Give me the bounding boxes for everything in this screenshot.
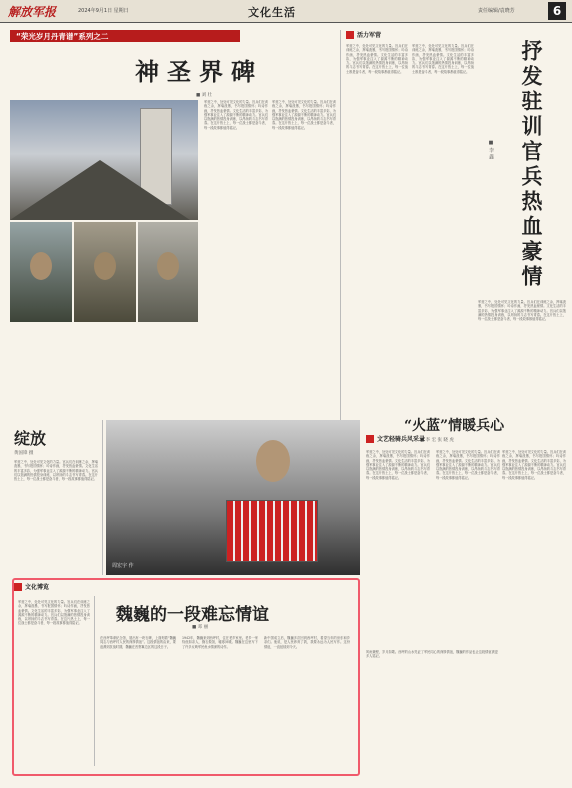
newspaper-logo: 解放军报 bbox=[8, 5, 57, 19]
painting-title: 神圣界碑 bbox=[135, 57, 263, 86]
painting-author: ■ 刘 壮 bbox=[196, 93, 213, 98]
featured-article-left-text: 军营之中，处处可见文化的力量。官兵们在训练之余，挥毫泼墨，书写报国情怀；吟诗作画，抒发热血豪情。文化生活的丰富多彩，为强军事业注入了源源不断的精神动力。官兵们以饱满的热情投身训练，以昂扬的斗志书写青春。在这片热土上，每一位战士都是奋斗者，每一段故事都值得铭记。 bbox=[18, 600, 90, 626]
performer-head bbox=[256, 440, 290, 482]
right-article-title: 抒发驻训官兵热血豪情 bbox=[519, 40, 544, 290]
featured-divider bbox=[94, 596, 95, 766]
accordion-shape bbox=[226, 500, 318, 562]
masthead bbox=[0, 0, 572, 23]
performer-photo bbox=[106, 420, 360, 575]
column-label-culture-expo-text: 文化博览 bbox=[25, 584, 50, 591]
featured-article-title: 魏巍的一段难忘情谊 bbox=[116, 605, 269, 625]
right-article-text-2: 军营之中，处处可见文化的力量。官兵们在训练之余，挥毫泼墨，书写报国情怀；吟诗作画，抒发热血豪情。文化生活的丰富多彩，为强军事业注入了源源不断的精神动力。官兵们以饱满的热情投身训练，以昂扬的斗志书写青春。在这片热土上，每一位战士都是奋斗者，每一段故事都值得铭记。 bbox=[412, 44, 474, 74]
bloom-title: 绽放 bbox=[14, 429, 47, 448]
featured-article-para-2: 1942年，魏巍来到西坪村，住在老乡家里。老乡一家待他如亲人，缝衣做饭，嘘寒问暖。魏巍在这里写下了许多反映军民鱼水情深的诗作。 bbox=[182, 636, 258, 649]
column-divider bbox=[340, 30, 341, 430]
art-troupe-text-1: 军营之中，处处可见文化的力量。官兵们在训练之余，挥毫泼墨，书写报国情怀；吟诗作画，抒发热血豪情。文化生活的丰富多彩，为强军事业注入了源源不断的精神动力。官兵们以饱满的热情投身训练，以昂扬的斗志书写青春。在这片热土上，每一位战士都是奋斗者，每一段故事都值得铭记。 bbox=[366, 450, 430, 480]
bloom-author: 黄国锋 摄 bbox=[14, 451, 34, 456]
art-troupe-text-3: 军营之中，处处可见文化的力量。官兵们在训练之余，挥毫泼墨，书写报国情怀；吟诗作画，抒发热血豪情。文化生活的丰富多彩，为强军事业注入了源源不断的精神动力。官兵们以饱满的热情投身训练，以昂扬的斗志书写青春。在这片热土上，每一位战士都是奋斗者，每一段故事都值得铭记。 bbox=[502, 450, 566, 480]
art-troupe-text-2: 军营之中，处处可见文化的力量。官兵们在训练之余，挥毫泼墨，书写报国情怀；吟诗作画，抒发热血豪情。文化生活的丰富多彩，为强军事业注入了源源不断的精神动力。官兵们以饱满的热情投身训练，以昂扬的斗志书写青春。在这片热土上，每一位战士都是奋斗者，每一段故事都值得铭记。 bbox=[436, 450, 500, 480]
article-column-1: 军营之中，处处可见文化的力量。官兵们在训练之余，挥毫泼墨，书写报国情怀；吟诗作画，抒发热血豪情。文化生活的丰富多彩，为强军事业注入了源源不断的精神动力。官兵们以饱满的热情投身训练，以昂扬的斗志书写青春。在这片热土上，每一位战士都是奋斗者，每一段故事都值得铭记。 bbox=[204, 100, 268, 130]
painting-border-stone bbox=[10, 100, 198, 220]
featured-article-para-1: 在西坪革命纪念馆，展出有一块石碑，上面刻着“魏巍同志与西坪村人民的深厚情谊”。这段情谊的由来，要追溯到抗战时期，魏巍在晋察冀边区的这段日子。 bbox=[100, 636, 176, 649]
warm-heart-title: “火蓝”情暖兵心 bbox=[404, 418, 505, 434]
performer-caption: 周宏宇 作 bbox=[112, 563, 134, 569]
soldier-portrait-1 bbox=[10, 222, 72, 322]
right-article-text-3: 军营之中，处处可见文化的力量。官兵们在训练之余，挥毫泼墨，书写报国情怀；吟诗作画，抒发热血豪情。文化生活的丰富多彩，为强军事业注入了源源不断的精神动力。官兵们以饱满的热情投身训练，以昂扬的斗志书写青春。在这片热土上，每一位战士都是奋斗者，每一段故事都值得铭记。 bbox=[478, 300, 566, 322]
warm-heart-byline: ■ 李 宏 张 晓 虎 bbox=[420, 438, 454, 443]
portrait-face-2 bbox=[94, 252, 116, 280]
right-bottom-text: 风雨兼程，岁月如歌。西坪的山水见证了军民同心的深厚情谊，魏巍的作品也让这段情谊被更多人铭记。 bbox=[366, 650, 498, 659]
right-article-byline: ■ 李 鑫 bbox=[488, 140, 494, 160]
column-label-art-troupe-text: 文艺轻骑兵风采录 bbox=[377, 436, 426, 443]
label-square-icon bbox=[346, 31, 354, 39]
column-label-text: 活力军营 bbox=[357, 32, 382, 39]
bloom-block bbox=[10, 420, 103, 575]
label-square-icon-2 bbox=[366, 435, 374, 443]
featured-article-box[interactable] bbox=[12, 578, 360, 776]
featured-article-author: ■ 邓 丽 bbox=[192, 625, 209, 630]
article-column-2: 军营之中，处处可见文化的力量。官兵们在训练之余，挥毫泼墨，书写报国情怀；吟诗作画，抒发热血豪情。文化生活的丰富多彩，为强军事业注入了源源不断的精神动力。官兵们以饱满的热情投身训练，以昂扬的斗志书写青春。在这片热土上，每一位战士都是奋斗者，每一段故事都值得铭记。 bbox=[272, 100, 336, 130]
issue-date: 2024年9月1日 星期日 bbox=[78, 8, 129, 14]
editor-credit: 责任编辑/袁晓芳 bbox=[478, 8, 515, 14]
portrait-face-3 bbox=[157, 252, 179, 280]
soldier-portrait-3 bbox=[138, 222, 198, 322]
featured-article-para-3: 新中国成立后，魏巍多次回到西坪村，看望当年的房东和乡亲们。他说，是人民养育了我，我要永远为人民写作。这份情谊，一直延续到今天。 bbox=[264, 636, 350, 649]
column-label-active-barracks bbox=[346, 30, 381, 39]
soldier-portrait-2 bbox=[74, 222, 136, 322]
portrait-face bbox=[30, 252, 52, 280]
page-number: 6 bbox=[548, 2, 566, 20]
column-label-art-troupe bbox=[366, 434, 425, 443]
section-title: 文化生活 bbox=[248, 6, 296, 19]
mountain-shape bbox=[10, 160, 190, 220]
series-banner-text: “荣光岁月丹青谱”系列之二 bbox=[16, 32, 109, 41]
bloom-text: 军营之中，处处可见文化的力量。官兵们在训练之余，挥毫泼墨，书写报国情怀；吟诗作画，抒发热血豪情。文化生活的丰富多彩，为强军事业注入了源源不断的精神动力。官兵们以饱满的热情投身训练，以昂扬的斗志书写青春。在这片热土上，每一位战士都是奋斗者，每一段故事都值得铭记。 bbox=[14, 460, 98, 482]
series-banner bbox=[10, 30, 240, 42]
right-article-text-1: 军营之中，处处可见文化的力量。官兵们在训练之余，挥毫泼墨，书写报国情怀；吟诗作画，抒发热血豪情。文化生活的丰富多彩，为强军事业注入了源源不断的精神动力。官兵们以饱满的热情投身训练，以昂扬的斗志书写青春。在这片热土上，每一位战士都是奋斗者，每一段故事都值得铭记。 bbox=[346, 44, 408, 74]
